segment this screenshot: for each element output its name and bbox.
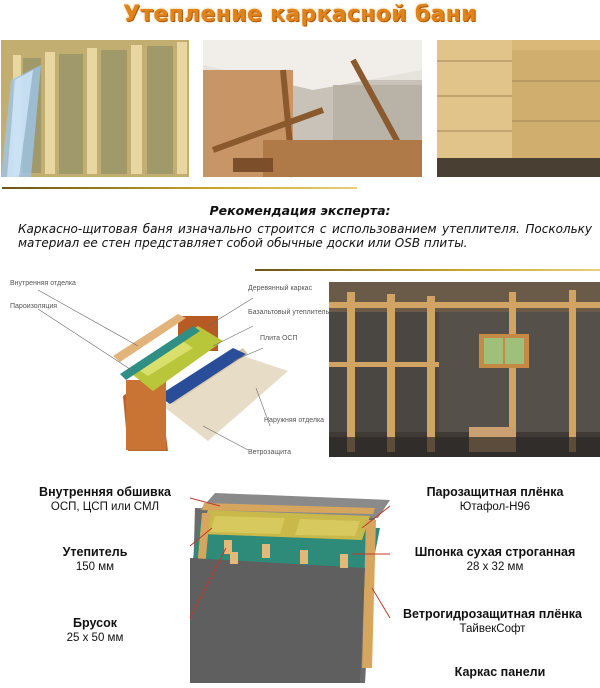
label-dowel xyxy=(395,545,595,575)
divider-top xyxy=(2,187,357,189)
label-frame xyxy=(420,665,580,680)
photo-frame-window xyxy=(329,282,600,457)
insulation-title: Утепитель xyxy=(62,545,128,559)
insulation-value: 150 мм xyxy=(75,561,115,573)
label-vapor-film xyxy=(395,485,595,515)
label-insulation xyxy=(40,545,150,575)
photo-foil-room xyxy=(203,40,422,177)
label-basalt: Базальтовый утеплитель xyxy=(248,309,330,316)
label-osb: Плита ОСП xyxy=(260,335,298,342)
dowel-title: Шпонка сухая строганная xyxy=(414,545,576,559)
photo-wall-insulation xyxy=(1,40,189,177)
wall-layers-diagram xyxy=(8,276,330,458)
label-outer-finish: Наружняя отделка xyxy=(264,417,325,424)
label-vapor-barrier: Пароизоляция xyxy=(10,303,58,310)
inner-lining-title: Внутренняя обшивка xyxy=(39,485,171,499)
label-beam xyxy=(40,616,150,646)
beam-value: 25 х 50 мм xyxy=(66,632,124,644)
label-wind-film xyxy=(385,607,600,637)
beam-title: Брусок xyxy=(73,616,117,630)
vapor-film-title: Парозащитная плёнка xyxy=(426,485,564,499)
label-wood-frame: Деревянный каркас xyxy=(248,285,313,292)
divider-middle xyxy=(255,269,600,271)
wind-film-value: ТайвекСофт xyxy=(459,623,526,635)
label-wind-barrier: Ветрозащита xyxy=(248,449,292,456)
expert-recommendation-heading: Рекомендация эксперта: xyxy=(209,203,391,218)
label-inner-finish: Внутренняя отделка xyxy=(10,280,76,287)
vapor-film-value: Ютафол-Н96 xyxy=(459,501,531,513)
photo-insulated-interior xyxy=(437,40,600,177)
frame-title: Каркас панели xyxy=(454,665,546,679)
wind-film-title: Ветрогидрозащитная плёнка xyxy=(403,607,582,621)
label-inner-lining xyxy=(20,485,190,515)
inner-lining-value: ОСП, ЦСП или СМЛ xyxy=(50,501,160,513)
page-title: Утепление каркасной бани xyxy=(123,2,477,27)
dowel-value: 28 х 32 мм xyxy=(466,561,524,573)
panel-schematic-diagram xyxy=(190,488,390,683)
expert-recommendation-text: Каркасно-щитовая баня изначально строится с использованием утеплителя. Поскольку материал ее стен представляет собой обычные доски или OSB плиты. xyxy=(18,222,592,250)
